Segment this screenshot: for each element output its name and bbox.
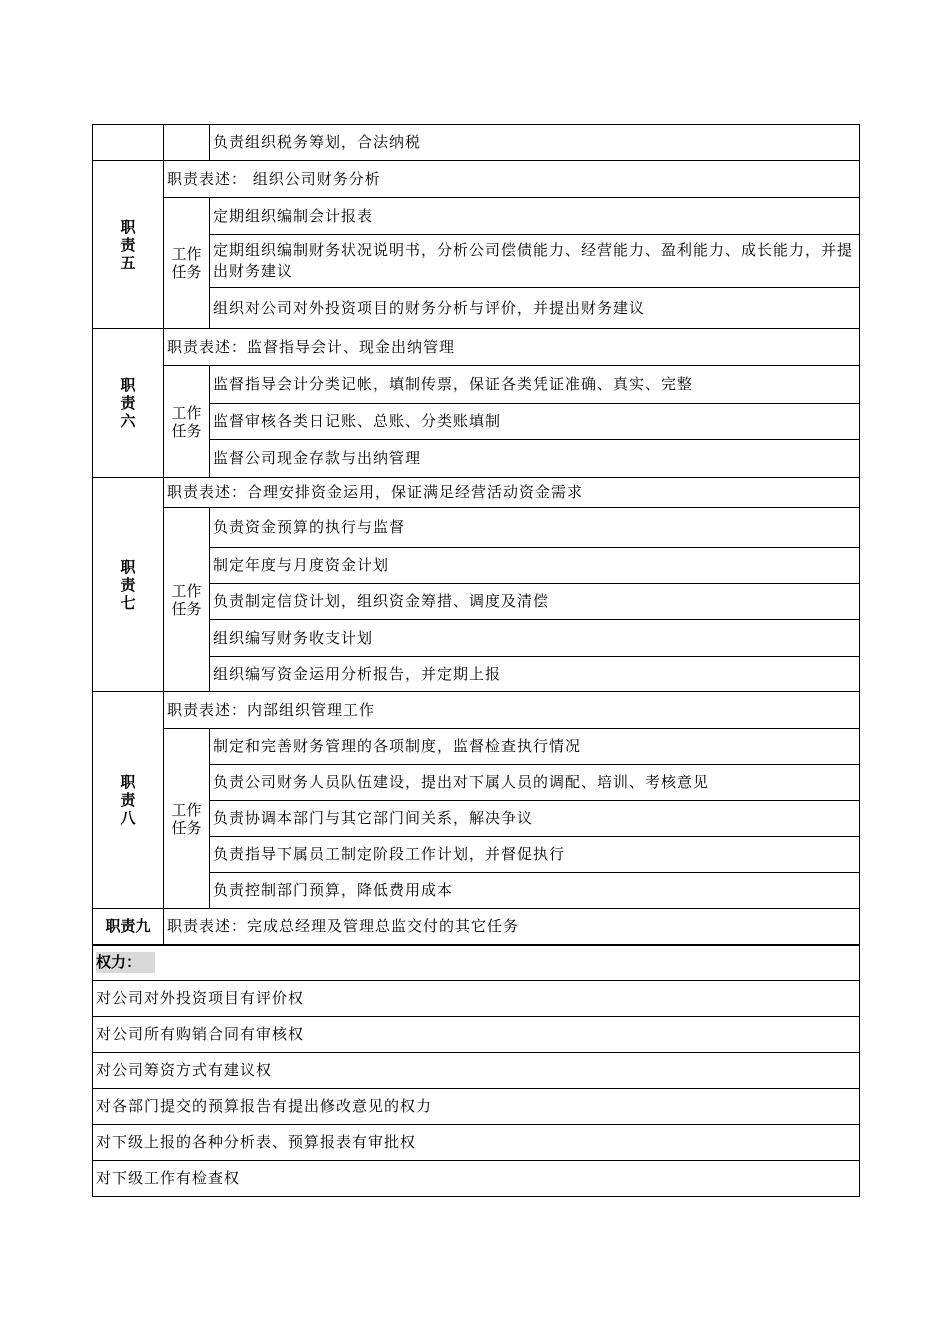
duty-label: 职责五 (93, 161, 164, 329)
task-label: 工作任务 (164, 198, 210, 329)
duty-statement: 职责表述：完成总经理及管理总监交付的其它任务 (164, 909, 860, 945)
task-text: 制定和完善财务管理的各项制度，监督检查执行情况 (210, 729, 860, 765)
task-label: 工作任务 (164, 508, 210, 692)
right-item: 对下级工作有检查权 (93, 1161, 860, 1197)
task-text: 负责资金预算的执行与监督 (210, 508, 860, 548)
right-item: 对各部门提交的预算报告有提出修改意见的权力 (93, 1089, 860, 1125)
table-row (93, 125, 860, 161)
task-text: 负责组织税务筹划，合法纳税 (210, 125, 860, 161)
duty-statement: 职责表述：内部组织管理工作 (164, 692, 860, 729)
task-text: 监督公司现金存款与出纳管理 (210, 440, 860, 478)
table-row (93, 161, 860, 198)
duty-label: 职责六 (93, 329, 164, 478)
task-text: 定期组织编制财务状况说明书，分析公司偿债能力、经营能力、盈利能力、成长能力，并提出财务建议 (210, 235, 860, 288)
table-row (93, 329, 860, 366)
table-row (93, 729, 860, 765)
task-text: 负责协调本部门与其它部门间关系，解决争议 (210, 801, 860, 837)
table-row (93, 1089, 860, 1125)
duty-statement: 职责表述：合理安排资金运用，保证满足经营活动资金需求 (164, 478, 860, 508)
table-row (93, 981, 860, 1017)
table-row (93, 1125, 860, 1161)
task-text: 监督指导会计分类记帐，填制传票，保证各类凭证准确、真实、完整 (210, 366, 860, 404)
task-text: 负责制定信贷计划，组织资金筹措、调度及清偿 (210, 584, 860, 620)
table-row (93, 1053, 860, 1089)
table-row (93, 508, 860, 548)
task-text: 负责指导下属员工制定阶段工作计划，并督促执行 (210, 837, 860, 873)
table-row (93, 692, 860, 729)
task-label: 工作任务 (164, 729, 210, 909)
right-item: 对公司对外投资项目有评价权 (93, 981, 860, 1017)
task-text: 监督审核各类日记账、总账、分类账填制 (210, 404, 860, 440)
task-text: 制定年度与月度资金计划 (210, 548, 860, 584)
task-text: 负责控制部门预算，降低费用成本 (210, 873, 860, 909)
job-description-document (92, 124, 859, 1197)
rights-title-cell (93, 945, 860, 981)
table-row (93, 945, 860, 981)
duty-statement: 职责表述： 组织公司财务分析 (164, 161, 860, 198)
table-row (93, 909, 860, 945)
right-item: 对下级上报的各种分析表、预算报表有审批权 (93, 1125, 860, 1161)
empty-cell (93, 125, 164, 161)
duty-label: 职责七 (93, 478, 164, 692)
task-text: 定期组织编制会计报表 (210, 198, 860, 235)
task-text: 负责公司财务人员队伍建设，提出对下属人员的调配、培训、考核意见 (210, 765, 860, 801)
rights-title: 权力： (96, 952, 155, 973)
table-row (93, 366, 860, 404)
task-label: 工作任务 (164, 366, 210, 478)
duty-label: 职责八 (93, 692, 164, 909)
empty-cell (164, 125, 210, 161)
task-text: 组织对公司对外投资项目的财务分析与评价，并提出财务建议 (210, 288, 860, 329)
duty-label: 职责九 (93, 909, 164, 945)
task-text: 组织编写财务收支计划 (210, 620, 860, 657)
duty-statement: 职责表述：监督指导会计、现金出纳管理 (164, 329, 860, 366)
table-row (93, 1017, 860, 1053)
table-row (93, 1161, 860, 1197)
right-item: 对公司所有购销合同有审核权 (93, 1017, 860, 1053)
task-text: 组织编写资金运用分析报告，并定期上报 (210, 657, 860, 692)
duties-table (92, 124, 860, 1197)
table-row (93, 478, 860, 508)
table-row (93, 198, 860, 235)
right-item: 对公司筹资方式有建议权 (93, 1053, 860, 1089)
